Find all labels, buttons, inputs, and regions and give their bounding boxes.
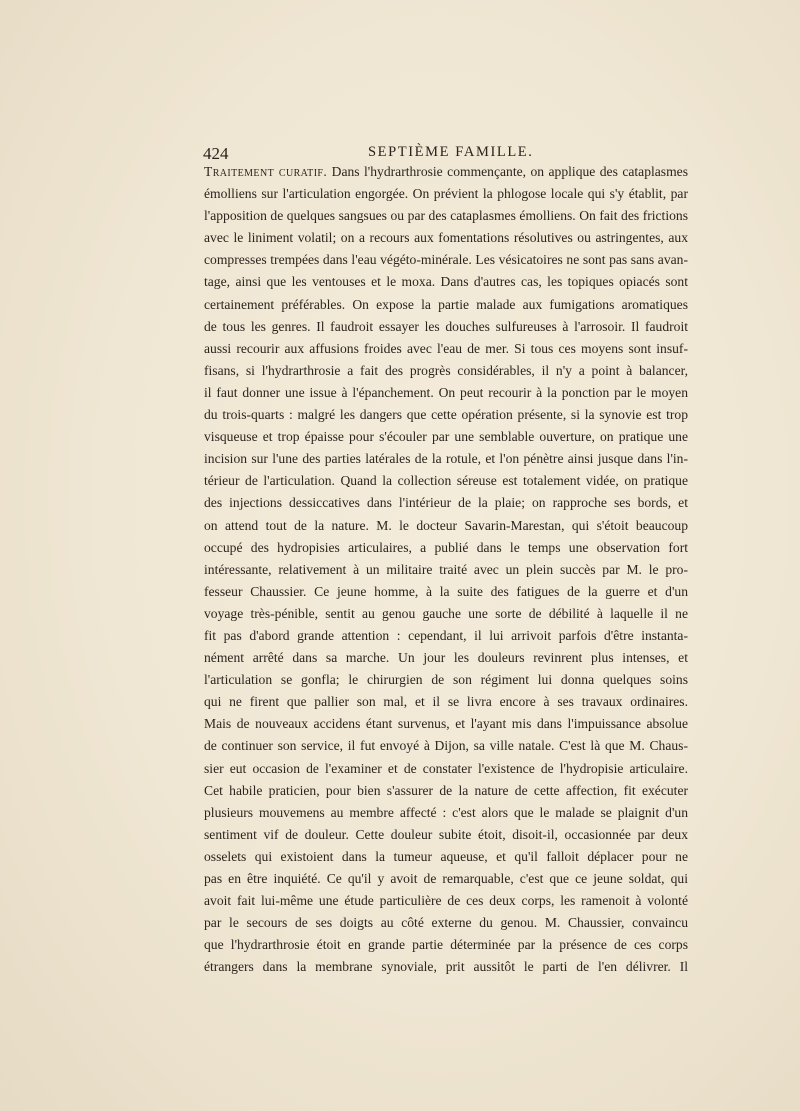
text-line: intéressante, relativement à un militaire traité avec un plein succès par M. le pro- <box>204 561 688 577</box>
text-line: fit pas d'abord grande attention : cependant, il lui arrivoit parfois d'être instanta- <box>204 627 688 643</box>
page-number: 424 <box>203 144 229 163</box>
text-line: térieur de l'articulation. Quand la collection séreuse est totalement vidée, on pratique <box>204 473 688 489</box>
text-line: Mais de nouveaux accidens étant survenus, et l'ayant mis dans l'impuissance absolue <box>204 716 688 732</box>
text-line: voyage très-pénible, sentit au genou gauche une sorte de débilité à laquelle il ne <box>204 605 688 621</box>
text-line: l'articulation se gonfla; le chirurgien de son régiment lui donna quelques soins <box>204 672 688 688</box>
text-line: fesseur Chaussier. Ce jeune homme, à la suite des fatigues de la guerre et d'un <box>204 583 688 599</box>
text-line: on attend tout de la nature. M. le docteur Savarin-Marestan, qui s'étoit beaucoup <box>204 517 688 533</box>
text-line: sier eut occasion de l'examiner et de constater l'existence de l'hydropisie articulaire. <box>204 760 688 776</box>
text-line: qui ne firent que pallier son mal, et il se livra encore à ses travaux ordinaires. <box>204 694 688 710</box>
text-line: incision sur l'une des parties latérales de la rotule, et l'on pénètre ainsi jusque dans l'in- <box>204 451 688 467</box>
text-line: visqueuse et trop épaisse pour s'écouler par une semblable ouverture, on pratique une <box>204 429 688 445</box>
text-line: de tous les genres. Il faudroit essayer les douches sulfureuses à l'arrosoir. Il faudroit <box>204 318 688 334</box>
text-line: tage, ainsi que les ventouses et le moxa. Dans d'autres cas, les topiques opiacés sont <box>204 274 688 290</box>
text-line: que l'hydrarthrosie étoit en grande partie déterminée par la présence de ces corps <box>204 937 688 953</box>
text-line: plusieurs mouvemens au membre affecté : c'est alors que le malade se plaignit d'un <box>204 804 688 820</box>
text-line: fisans, si l'hydrarthrosie a fait des progrès considérables, il n'y a point à balancer, <box>204 362 688 378</box>
text-line: osselets qui existoient dans la tumeur aqueuse, et qu'il falloit déplacer pour ne <box>204 848 688 864</box>
text-line: étrangers dans la membrane synoviale, prit aussitôt le parti de l'en délivrer. Il <box>204 959 688 975</box>
section-heading: Traitement curatif. <box>204 164 328 179</box>
text-line: des injections dessiccatives dans l'intérieur de la plaie; on rapproche ses bords, et <box>204 495 688 511</box>
text-line: compresses trempées dans l'eau végéto-minérale. Les vésicatoires ne sont pas sans avan- <box>204 252 688 268</box>
text-line: occupé des hydropisies articulaires, a publié dans le temps une observation fort <box>204 539 688 555</box>
text-line: il faut donner une issue à l'épanchement. On peut recourir à la ponction par le moyen <box>204 384 688 400</box>
running-head: SEPTIÈME FAMILLE. <box>368 144 534 160</box>
text-line: aussi recourir aux affusions froides avec l'eau de mer. Si tous ces moyens sont insuf- <box>204 340 688 356</box>
text-line: par le secours de ses doigts au côté externe du genou. M. Chaussier, convaincu <box>204 915 688 931</box>
text-line: pas en être inquiété. Ce qu'il y avoit de remarquable, c'est que ce jeune soldat, qui <box>204 871 688 886</box>
text-line: du trois-quarts : malgré les dangers que cette opération présente, si la synovie est trop <box>204 407 688 423</box>
text-line: certainement préférables. On expose la partie malade aux fumigations aromatiques <box>204 296 688 312</box>
text-line: l'apposition de quelques sangsues ou par des cataplasmes émolliens. On fait des frictions <box>204 208 688 224</box>
text-line: émolliens sur l'articulation engorgée. On prévient la phlogose locale qui s'y établit, par <box>204 186 688 202</box>
text-line: nément arrêté dans sa marche. Un jour les douleurs revinrent plus intenses, et <box>204 650 688 666</box>
text-line: Cet habile praticien, pour bien s'assurer de la nature de cette affection, fit exécuter <box>204 782 688 798</box>
text-line: avoit fait lui-même une étude particulière de ces deux corps, les ramenoit à volonté <box>204 893 688 909</box>
text-line <box>204 161 688 183</box>
text-line: avec le liniment volatil; on a recours aux fomentations résolutives ou astringentes, aux <box>204 230 688 246</box>
text-line-content: Dans l'hydrarthrosie commençante, on applique des cataplasmes <box>331 164 688 179</box>
text-line: sentiment vif de douleur. Cette douleur subite étoit, disoit-il, occasionnée par deux <box>204 826 688 842</box>
text-line: de continuer son service, il fut envoyé à Dijon, sa ville natale. C'est là que M. Chaus- <box>204 738 688 754</box>
body-text <box>204 161 688 978</box>
